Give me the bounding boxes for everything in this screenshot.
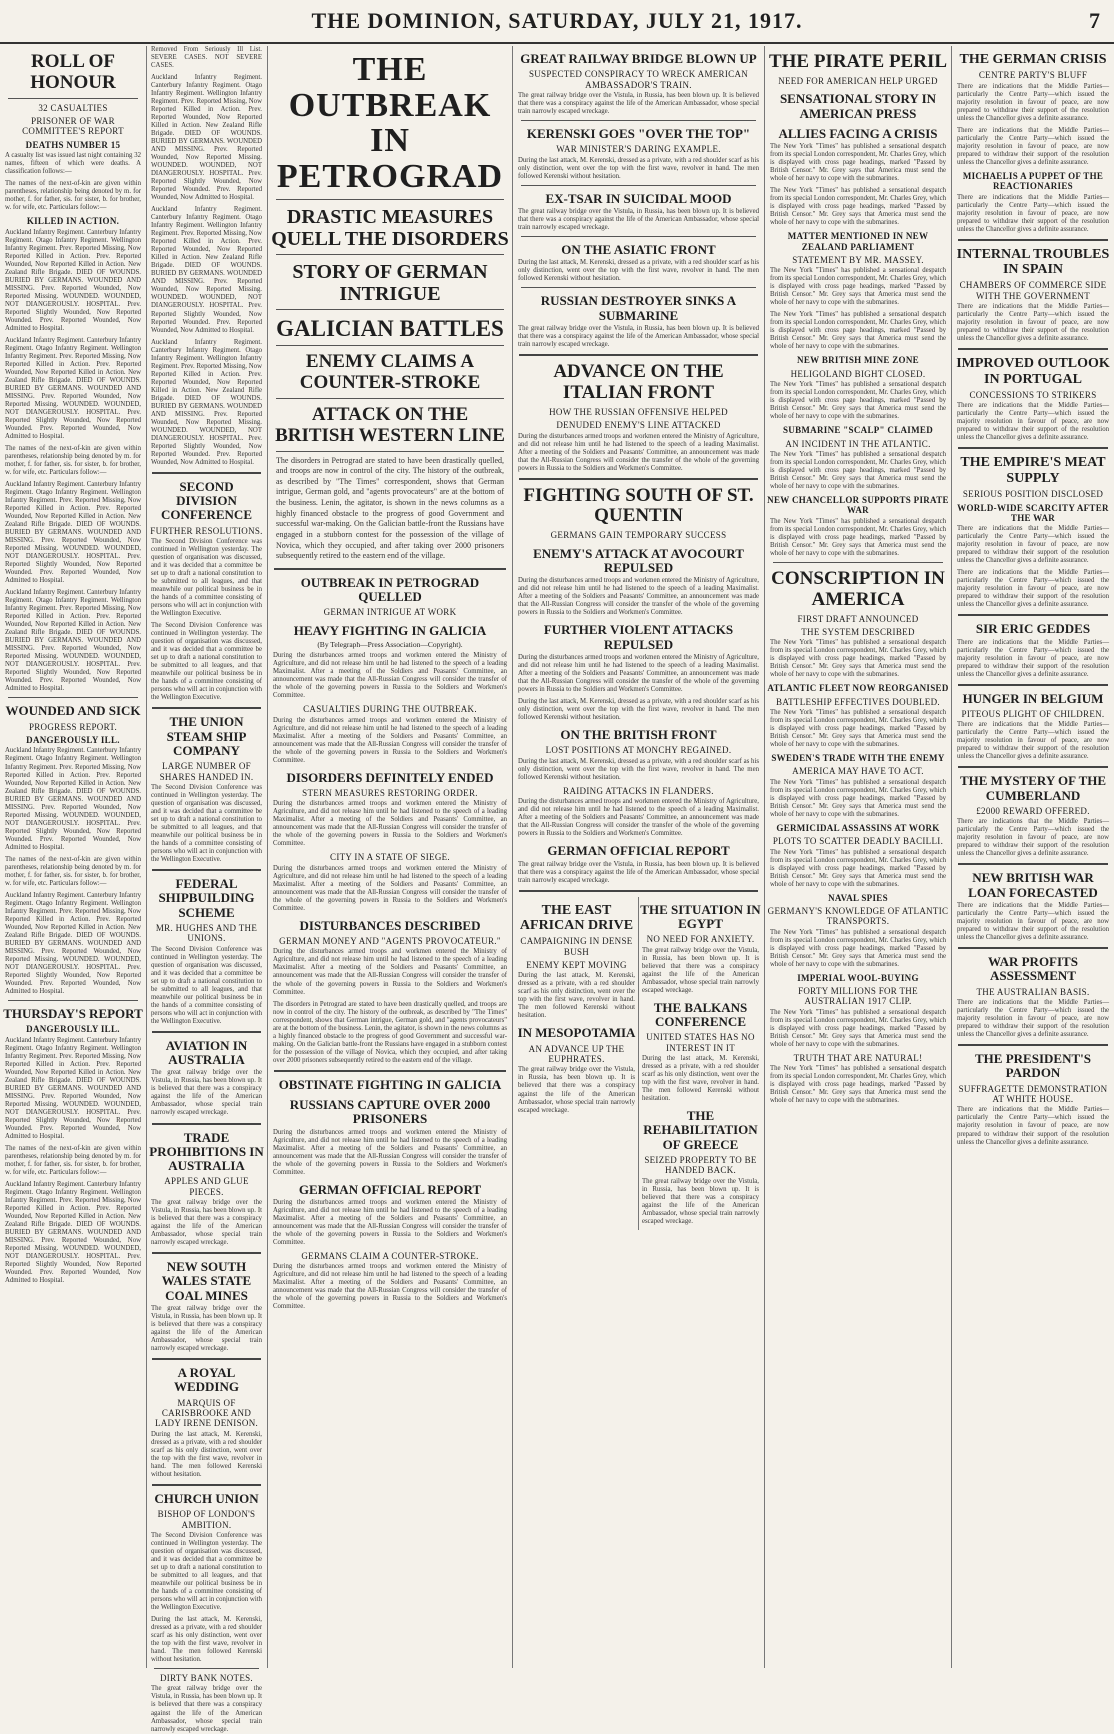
temporary-success-subheading: GERMANS GAIN TEMPORARY SUCCESS	[550, 530, 727, 541]
article-text: During the disturbances armed troops and workmen entered the Ministry of Agriculture, and did not release him until he had listened to the speech of a leading Maximalist. After a meeting of the Soldiers and Peasants' Committee, an announcement was made that the All-Russian Congress will consider the transfer of the whole of the governing powers in Russia to the Soldiers and Workmen's Committee.	[518, 577, 759, 617]
article-text: The great railway bridge over the Vistula, in Russia, has been blown up. It is believed that there was a conspiracy against the life of the American Ambassador, whose special train narrowly escaped wreckage.	[518, 91, 759, 116]
article-text: The New York "Times" has published a sensational despatch from its special London correspondent, Mr. Charles Grey, which is displayed with cross page headings, marked "Passed by British Censor." Mr. Grey says that America must send the whole of her navy to cope with the submarines.	[770, 517, 946, 557]
article-text: There are indications that the Middle Parties—particularly the Centre Party—which issued the majority resolution in favour of peace, are now prepared to withdraw their support of the resolution unless the Chancellor gives a definite assurance.	[957, 1106, 1109, 1146]
article-text: Auckland Infantry Regiment. Canterbury Infantry Regiment. Otago Infantry Regiment. Wellington Infantry Regiment. Prev. Reported Missing, Now Reported Killed in Action. Prev. Reported Wounded, Now Reported Killed in Action. New Zealand Rifle Brigade. DIED OF WOUNDS. BURIED BY GERMANS. WOUNDED AND MISSING. Prev. Reported Wounded, Now Reported Missing. WOUNDED. WOUNDED, NOT DIANGEROUSLY. HOSPITAL. Prev. Reported Slightly Wounded, Now Reported Wounded. Prev. Reported Wounded, Now Admitted to Hospital.	[151, 74, 262, 202]
article-text: There are indications that the Middle Parties—particularly the Centre Party—which issued the majority resolution in favour of peace, are now prepared to withdraw their support of the resolution unless the Chancellor gives a definite assurance.	[957, 902, 1109, 942]
article-text: During the last attack, M. Kerenski, dressed as a private, with a red shoulder scarf as his only distinction, went over the top with the first wave, revolver in hand. The men followed Kerenski without hesitation.	[151, 1430, 262, 1478]
us-interest-subheading: UNITED STATES HAS NO INTEREST IN IT	[646, 1032, 755, 1053]
nsw-coal-heading: NEW SOUTH WALES STATE COAL MINES	[161, 1259, 252, 1303]
mesopotamia-heading: IN MESOPOTAMIA	[517, 1025, 636, 1041]
column-4	[515, 46, 762, 1668]
article-text: During the last attack, M. Kerenski, dressed as a private, with a red shoulder scarf as his only distinction, went over the top with the first wave, revolver in hand. The men followed Kerenski without hesitation.	[518, 757, 759, 781]
article-text: The New York "Times" has published a sensational despatch from its special London correspondent, Mr. Charles Grey, which is displayed with cross page headings, marked "Passed by British Censor." Mr. Grey says that America must send the whole of her navy to cope with the submarines.	[770, 709, 946, 749]
article-text: During the disturbances armed troops and workmen entered the Ministry of Agriculture, and did not release him until he had listened to the speech of a leading Maximalist. After a meeting of the Soldiers and Peasants' Committee, an announcement was made that the All-Russian Congress will consider the transfer of the whole of the governing powers in Russia to the Soldiers and Workmen's Committee.	[273, 864, 507, 912]
article-text: The Second Division Conference was continued in Wellington yesterday. The question of organisation was discussed, and it was decided that a committee be set up to draft a national constitution to be submitted to all leagues, and that meanwhile our political business be in the hands of a committee consisting of persons who will act in conjunction with the Wellington Executive.	[151, 622, 262, 702]
article-text: The Second Division Conference was continued in Wellington yesterday. The question of organisation was discussed, and it was decided that a committee be set up to draft a national constitution to be submitted to all leagues, and that meanwhile our political business be in the hands of a committee consisting of persons who will act in conjunction with the Wellington Executive.	[151, 538, 262, 618]
dirty-notes-subheading: DIRTY BANK NOTES.	[160, 1673, 253, 1684]
america-may-subheading: AMERICA MAY HAVE TO ACT.	[792, 766, 924, 777]
suffragette-subheading: SUFFRAGETTE DEMONSTRATION AT WHITE HOUSE.	[958, 1083, 1108, 1105]
drastic-headline: DRASTIC MEASURES QUELL THE DISORDERS	[271, 205, 509, 250]
cumberland-heading: THE MYSTERY OF THE CUMBERLAND	[959, 773, 1107, 803]
article-text: The great railway bridge over the Vistula, in Russia, has been blown up. It is believed that there was a conspiracy against the life of the American Ambassador, whose special train narrowly escaped wreckage.	[151, 1199, 262, 1247]
article-text: Auckland Infantry Regiment. Canterbury Infantry Regiment. Otago Infantry Regiment. Wellington Infantry Regiment. Prev. Reported Missing, Now Reported Killed in Action. Prev. Reported Wounded, Now Reported Killed in Action. New Zealand Rifle Brigade. DIED OF WOUNDS. BURIED BY GERMANS. WOUNDED AND MISSING. Prev. Reported Wounded, Now Reported Missing. WOUNDED. WOUNDED, NOT DIANGEROUSLY. HOSPITAL. Prev. Reported Slightly Wounded, Now Reported Wounded. Prev. Reported Wounded, Now Admitted to Hospital.	[5, 1180, 141, 1285]
further-violent-heading: FURTHER VIOLENT ATTACKS REPULSED	[543, 622, 734, 652]
fleet-subheading: ATLANTIC FLEET NOW REORGANISED	[767, 683, 949, 694]
federal-shipbuilding-heading: FEDERAL SHIPBUILDING SCHEME	[158, 876, 255, 920]
marquis-subheading: MARQUIS OF CARISBROOKE AND LADY IRENE DENISON.	[154, 1397, 259, 1429]
column-1	[2, 46, 144, 1668]
forty-millions-subheading: FORTY MILLIONS FOR THE AUSTRALIAN 1917 CLIP.	[798, 986, 918, 1007]
apples-subheading: APPLES AND GLUE PIECES.	[164, 1176, 249, 1197]
serious-position-subheading: SERIOUS POSITION DISCLOSED	[962, 489, 1104, 500]
article-text: During the disturbances armed troops and workmen entered the Ministry of Agriculture, and did not release him until he had listened to the speech of a leading Maximalist. After a meeting of the Soldiers and Peasants' Committee, an announcement was made that the All-Russian Congress will consider the transfer of the whole of the governing powers in Russia to the Soldiers and Workmen's Committee.	[273, 652, 507, 700]
deaths-subheading: DEATHS NUMBER 15	[25, 139, 121, 150]
article-text: There are indications that the Middle Parties—particularly the Centre Party—which issued the majority resolution in favour of peace, are now prepared to withdraw their support of the resolution unless the Chancellor gives a definite assurance.	[957, 303, 1109, 343]
article-text: During the last attack, M. Kerenski, dressed as a private, with a red shoulder scarf as his only distinction, went over the top with the first wave, revolver in hand. The men followed Kerenski without hesitation.	[518, 156, 759, 180]
incident-subheading: AN INCIDENT IN THE ATLANTIC.	[785, 438, 931, 449]
trade-prohibitions-heading: TRADE PROHIBITIONS IN AUSTRALIA	[149, 1129, 264, 1174]
article-text: During the disturbances armed troops and workmen entered the Ministry of Agriculture, and did not release him until he had listened to the speech of a leading Maximalist. After a meeting of the Soldiers and Peasants' Committee, an announcement was made that the All-Russian Congress will consider the transfer of the whole of the governing powers in Russia to the Soldiers and Workmen's Committee.	[273, 1128, 507, 1176]
article-text: Auckland Infantry Regiment. Canterbury Infantry Regiment. Otago Infantry Regiment. Wellington Infantry Regiment. Prev. Reported Missing, Now Reported Killed in Action. Prev. Reported Wounded, Now Reported Killed in Action. New Zealand Rifle Brigade. DIED OF WOUNDS. BURIED BY GERMANS. WOUNDED AND MISSING. Prev. Reported Wounded, Now Reported Missing. WOUNDED. WOUNDED, NOT DIANGEROUSLY. HOSPITAL. Prev. Reported Slightly Wounded, Now Reported Wounded. Prev. Reported Wounded, Now Admitted to Hospital.	[5, 747, 141, 851]
article-text: The disorders in Petrograd are stated to have been drastically quelled, and troops are now in control of the city. The history of the outbreak, as described by "The Times" correspondent, shows that German intrigue, German gold, and "agents provocateurs" are at the bottom of the business. Lenin, the agitator, is shown in the news columns as a highly financed obstacle to the progress of good Government and successful war-making. On the Galician battle-front the Russians have engaged in a stubborn contest for the possession of the village of Novica, which they occupied, and after taking over 2000 prisoners subsequently retired to the eastern end of the village.	[273, 1000, 507, 1064]
article-text: The names of the next-of-kin are given within parentheses, relationship being denoted by m. for mother, f. for father, sis. for sister, b. for brother, w. for wife, etc. Particulars follow:—	[5, 855, 141, 887]
german-official-heading: GERMAN OFFICIAL REPORT	[547, 843, 730, 859]
intrigue-work-subheading: GERMAN INTRIGUE AT WORK	[323, 607, 457, 618]
article-text: During the disturbances armed troops and workmen entered the Ministry of Agriculture, and did not release him until he had listened to the speech of a leading Maximalist. After a meeting of the Soldiers and Peasants' Committee, an announcement was made that the All-Russian Congress will consider the transfer of the whole of the governing powers in Russia to the Soldiers and Workmen's Committee.	[518, 432, 759, 472]
pirate-peril-heading: THE PIRATE PERIL	[768, 51, 948, 72]
column-rule	[512, 46, 513, 1668]
british-front-heading: ON THE BRITISH FRONT	[560, 727, 717, 743]
centre-bluff-subheading: CENTRE PARTY'S BLUFF	[978, 70, 1088, 81]
casualties-subheading: 32 CASUALTIES	[38, 102, 108, 113]
italian-front-heading: ADVANCE ON THE ITALIAN FRONT	[553, 361, 724, 403]
page-number: 7	[1089, 8, 1100, 33]
article-text: The New York "Times" has published a sensational despatch from its special London correspondent, Mr. Charles Grey, which is displayed with cross page headings, marked "Passed by British Censor." Mr. Grey says that America must send the whole of her navy to cope with the submarines.	[770, 848, 946, 888]
article-text: There are indications that the Middle Parties—particularly the Centre Party—which issued the majority resolution in favour of peace, are now prepared to withdraw their support of the resolution unless the Chancellor gives a definite assurance.	[957, 193, 1109, 233]
disorders-ended-heading: DISORDERS DEFINITELY ENDED	[286, 769, 494, 785]
scalp-subheading: SUBMARINE "SCALP" CLAIMED	[782, 425, 933, 436]
germicidal-subheading: GERMICIDAL ASSASSINS AT WORK	[776, 822, 940, 833]
article-text: During the last attack, M. Kerenski, dressed as a private, with a red shoulder scarf as his only distinction, went over the top with the first wave, revolver in hand. The men followed Kerenski without hesitation.	[518, 698, 759, 722]
war-minister-subheading: WAR MINISTER'S DARING EXAMPLE.	[556, 144, 721, 155]
column-3	[270, 46, 510, 1668]
article-text: The great railway bridge over the Vistula, in Russia, has been blown up. It is believed that there was a conspiracy against the life of the American Ambassador, whose special train narrowly escaped wreckage.	[151, 1305, 262, 1353]
article-text: The names of the next-of-kin are given within parentheses, relationship being denoted by m. for mother, f. for father, sis. for sister, b. for brother, w. for wife, etc. Particulars follow:—	[5, 445, 141, 477]
avocourt-heading: ENEMY'S ATTACK AT AVOCOURT REPULSED	[533, 545, 744, 576]
article-text: Auckland Infantry Regiment. Canterbury Infantry Regiment. Otago Infantry Regiment. Wellington Infantry Regiment. Prev. Reported Missing, Now Reported Killed in Action. Prev. Reported Wounded, Now Reported Killed in Action. New Zealand Rifle Brigade. DIED OF WOUNDS. BURIED BY GERMANS. WOUNDED AND MISSING. Prev. Reported Wounded, Now Reported Missing. WOUNDED. WOUNDED, NOT DIANGEROUSLY. HOSPITAL. Prev. Reported Slightly Wounded, Now Reported Wounded. Prev. Reported Wounded, Now Admitted to Hospital.	[151, 338, 262, 466]
flanders-subheading: RAIDING ATTACKS IN FLANDERS.	[563, 785, 714, 796]
royal-wedding-heading: A ROYAL WEDDING	[173, 1365, 239, 1395]
article-text: The great railway bridge over the Vistula, in Russia, has been blown up. It is believed that there was a conspiracy against the life of the American Ambassador, whose special train narrowly escaped wreckage.	[151, 1685, 262, 1733]
concessions-subheading: CONCESSIONS TO STRIKERS	[969, 389, 1097, 400]
monchy-subheading: LOST POSITIONS AT MONCHY REGAINED.	[545, 745, 732, 756]
article-text: The Second Division Conference was continued in Wellington yesterday. The question of organisation was discussed, and it was decided that a committee be set up to draft a national constitution to be submitted to all leagues, and that meanwhile our political business be in the hands of a committee consisting of persons who will act in conjunction with the Wellington Executive.	[151, 1531, 262, 1611]
article-text: The New York "Times" has published a sensational despatch from its special London correspondent, Mr. Charles Grey, which is displayed with cross page headings, marked "Passed by British Censor." Mr. Grey says that America must send the whole of her navy to cope with the submarines.	[770, 311, 946, 351]
geddes-heading: SIR ERIC GEDDES	[975, 621, 1091, 637]
article-text: There are indications that the Middle Parties—particularly the Centre Party—which issued the majority resolution in favour of peace, are now prepared to withdraw their support of the resolution unless the Chancellor gives a definite assurance.	[957, 525, 1109, 565]
aviation-heading: AVIATION IN AUSTRALIA	[165, 1037, 248, 1068]
quelled-heading: OUTBREAK IN PETROGRAD QUELLED	[300, 574, 480, 605]
need-help-subheading: NEED FOR AMERICAN HELP URGED	[778, 75, 938, 86]
naval-spies-subheading: NAVAL SPIES	[828, 892, 888, 903]
article-text: The names of the next-of-kin are given within parentheses, relationship being denoted by m. for mother, f. for father, sis. for sister, b. for brother, w. for wife, etc. Particulars follow:—	[5, 180, 141, 212]
galician-headline: GALICIAN BATTLES	[276, 315, 504, 341]
lead-article-text: The disorders in Petrograd are stated to have been drastically quelled, and troops are now in control of the city. The history of the outbreak, as described by "The Times" correspondent, shows that German intrigue, German gold, and "agents provocateurs" are at the bottom of the business. Lenin, the agitator, is shown in the news columns as a highly financed obstacle to the progress of good Government and successful war-making. On the Galician battle-front the Russians have engaged in a stubborn contest for the possession of the village of Novica, which they occupied, and after taking over 2000 prisoners subsequently retired to the eastern end of the village.	[276, 455, 504, 561]
second-division-heading: SECOND DIVISION CONFERENCE	[160, 478, 252, 523]
east-african-heading: THE EAST AFRICAN DRIVE	[519, 902, 634, 933]
heavy-fighting-heading: HEAVY FIGHTING IN GALICIA	[293, 622, 487, 638]
article-text: The New York "Times" has published a sensational despatch from its special London correspondent, Mr. Charles Grey, which is displayed with cross page headings, marked "Passed by British Censor." Mr. Grey says that America must send the whole of her navy to cope with the submarines.	[770, 267, 946, 307]
column-rule	[267, 46, 268, 1668]
scarcity-subheading: WORLD-WIDE SCARCITY AFTER THE WAR	[957, 502, 1109, 523]
asiatic-front-heading: ON THE ASIATIC FRONT	[561, 242, 716, 258]
intrigue-headline: STORY OF GERMAN INTRIGUE	[292, 260, 488, 305]
union-steam-heading: THE UNION STEAM SHIP COMPANY	[166, 714, 247, 758]
section-heading: DANGEROUSLY ILL.	[26, 1024, 120, 1035]
seized-subheading: SEIZED PROPERTY TO BE HANDED BACK.	[644, 1154, 757, 1176]
german-crisis-heading: THE GERMAN CRISIS	[959, 52, 1107, 67]
enemy-kept-subheading: ENEMY KEPT MOVING	[526, 960, 627, 971]
australian-basis-subheading: THE AUSTRALIAN BASIS.	[976, 986, 1090, 997]
pardon-heading: THE PRESIDENT'S PARDON	[975, 1051, 1091, 1081]
siege-subheading: CITY IN A STATE OF SIEGE.	[330, 852, 450, 863]
masthead	[0, 0, 1114, 44]
article-text: Removed From Seriously Ill List. SEVERE CASES. NOT SEVERE CASES.	[151, 46, 262, 70]
column-rule	[764, 46, 765, 1668]
wool-subheading: IMPERIAL WOOL-BUYING	[797, 972, 919, 983]
masthead-title: THE DOMINION, SATURDAY, JULY 21, 1917.	[311, 8, 803, 33]
campaigning-subheading: CAMPAIGNING IN DENSE BUSH	[520, 936, 633, 957]
heligoland-subheading: HELIGOLAND BIGHT CLOSED.	[790, 368, 926, 379]
column-6	[954, 46, 1112, 1668]
article-text: The great railway bridge over the Vistula, in Russia, has been blown up. It is believed that there was a conspiracy against the life of the American Ambassador, whose special train narrowly escaped wreckage.	[518, 860, 759, 884]
destroyer-heading: RUSSIAN DESTROYER SINKS A SUBMARINE	[540, 293, 737, 323]
war-profits-heading: WAR PROFITS ASSESSMENT	[988, 954, 1078, 984]
stern-subheading: STERN MEASURES RESTORING ORDER.	[302, 787, 478, 798]
article-text: There are indications that the Middle Parties—particularly the Centre Party—which issued the majority resolution in favour of peace, are now prepared to withdraw their support of the resolution unless the Chancellor gives a definite assurance.	[957, 402, 1109, 442]
sweden-subheading: SWEDEN'S TRADE WITH THE ENEMY	[771, 753, 945, 764]
article-text: During the last attack, M. Kerenski, dressed as a private, with a red shoulder scarf as his only distinction, went over the top with the first wave, revolver in hand. The men followed Kerenski without hesitation.	[518, 259, 759, 283]
article-text: During the last attack, M. Kerenski, dressed as a private, with a red shoulder scarf as his only distinction, went over the top with the first wave, revolver in hand. The men followed Kerenski without hesitation.	[518, 972, 635, 1020]
article-text: The New York "Times" has published a sensational despatch from its special London correspondent, Mr. Charles Grey, which is displayed with cross page headings, marked "Passed by British Censor." Mr. Grey says that America must send the whole of her navy to cope with the submarines.	[770, 187, 946, 227]
further-resolutions-subheading: FURTHER RESOLUTIONS.	[150, 525, 263, 536]
article-text: The New York "Times" has published a sensational despatch from its special London correspondent, Mr. Charles Grey, which is displayed with cross page headings, marked "Passed by British Censor." Mr. Grey says that America must send the whole of her navy to cope with the submarines.	[770, 778, 946, 818]
article-text: Auckland Infantry Regiment. Canterbury Infantry Regiment. Otago Infantry Regiment. Wellington Infantry Regiment. Prev. Reported Missing, Now Reported Killed in Action. Prev. Reported Wounded, Now Reported Killed in Action. New Zealand Rifle Brigade. DIED OF WOUNDS. BURIED BY GERMANS. WOUNDED AND MISSING. Prev. Reported Wounded, Now Reported Missing. WOUNDED. WOUNDED, NOT DIANGEROUSLY. HOSPITAL. Prev. Reported Slightly Wounded, Now Reported Wounded. Prev. Reported Wounded, Now Admitted to Hospital.	[5, 1036, 141, 1140]
mine-zone-subheading: NEW BRITISH MINE ZONE	[797, 355, 919, 366]
article-text: Auckland Infantry Regiment. Canterbury Infantry Regiment. Otago Infantry Regiment. Wellington Infantry Regiment. Prev. Reported Missing, Now Reported Killed in Action. Prev. Reported Wounded, Now Reported Killed in Action. New Zealand Rifle Brigade. DIED OF WOUNDS. BURIED BY GERMANS. WOUNDED AND MISSING. Prev. Reported Wounded, Now Reported Missing. WOUNDED. WOUNDED, NOT DIANGEROUSLY. HOSPITAL. Prev. Reported Slightly Wounded, Now Reported Wounded. Prev. Reported Wounded, Now Admitted to Hospital.	[5, 891, 141, 995]
bridge-heading: GREAT RAILWAY BRIDGE BLOWN UP	[520, 51, 757, 66]
ex-tsar-heading: EX-TSAR IN SUICIDAL MOOD	[545, 190, 732, 206]
money-subheading: GERMAN MONEY AND "AGENTS PROVOCATEUR."	[279, 936, 501, 947]
article-text: Auckland Infantry Regiment. Canterbury Infantry Regiment. Otago Infantry Regiment. Wellington Infantry Regiment. Prev. Reported Missing, Now Reported Killed in Action. Prev. Reported Wounded, Now Reported Killed in Action. New Zealand Rifle Brigade. DIED OF WOUNDS. BURIED BY GERMANS. WOUNDED AND MISSING. Prev. Reported Wounded, Now Reported Missing. WOUNDED. WOUNDED, NOT DIANGEROUSLY. HOSPITAL. Prev. Reported Slightly Wounded, Now Reported Wounded. Prev. Reported Wounded, Now Admitted to Hospital.	[5, 481, 141, 585]
column-rule	[951, 46, 952, 1668]
belgium-heading: HUNGER IN BELGIUM	[962, 690, 1104, 706]
church-union-heading: CHURCH UNION	[154, 1490, 259, 1506]
article-text: The New York "Times" has published a sensational despatch from its special London correspondent, Mr. Charles Grey, which is displayed with cross page headings, marked "Passed by British Censor." Mr. Grey says that America must send the whole of her navy to cope with the submarines.	[770, 928, 946, 968]
article-text: Auckland Infantry Regiment. Canterbury Infantry Regiment. Otago Infantry Regiment. Wellington Infantry Regiment. Prev. Reported Missing, Now Reported Killed in Action. Prev. Reported Wounded, Now Reported Killed in Action. New Zealand Rifle Brigade. DIED OF WOUNDS. BURIED BY GERMANS. WOUNDED AND MISSING. Prev. Reported Wounded, Now Reported Missing. WOUNDED. WOUNDED, NOT DIANGEROUSLY. HOSPITAL. Prev. Reported Slightly Wounded, Now Reported Wounded. Prev. Reported Wounded, Now Admitted to Hospital.	[5, 336, 141, 440]
article-text: During the last attack, M. Kerenski, dressed as a private, with a red shoulder scarf as his only distinction, went over the top with the first wave, revolver in hand. The men followed Kerenski without hesitation.	[642, 1054, 759, 1102]
denuded-subheading: DENUDED ENEMY'S LINE ATTACKED	[556, 420, 721, 431]
article-text: During the disturbances armed troops and workmen entered the Ministry of Agriculture, and did not release him until he had listened to the speech of a leading Maximalist. After a meeting of the Soldiers and Peasants' Committee, an announcement was made that the All-Russian Congress will consider the transfer of the whole of the governing powers in Russia to the Soldiers and Workmen's Committee.	[273, 716, 507, 764]
balkans-heading: THE BALKANS CONFERENCE	[653, 999, 748, 1029]
article-text: Auckland Infantry Regiment. Canterbury Infantry Regiment. Otago Infantry Regiment. Wellington Infantry Regiment. Prev. Reported Missing, Now Reported Killed in Action. Prev. Reported Wounded, Now Reported Killed in Action. New Zealand Rifle Brigade. DIED OF WOUNDS. BURIED BY GERMANS. WOUNDED AND MISSING. Prev. Reported Wounded, Now Reported Missing. WOUNDED. WOUNDED, NOT DIANGEROUSLY. HOSPITAL. Prev. Reported Slightly Wounded, Now Reported Wounded. Prev. Reported Wounded, Now Admitted to Hospital.	[151, 206, 262, 334]
article-text: The great railway bridge over the Vistula, in Russia, has been blown up. It is believed that there was a conspiracy against the life of the American Ambassador, whose special train narrowly escaped wreckage.	[518, 1066, 635, 1114]
article-text: There are indications that the Middle Parties—particularly the Centre Party—which issued the majority resolution in favour of peace, are now prepared to withdraw their support of the resolution unless the Chancellor gives a definite assurance.	[957, 638, 1109, 678]
chambers-subheading: CHAMBERS OF COMMERCE SIDE WITH THE GOVERNMENT	[959, 280, 1107, 301]
disturbances-heading: DISTURBANCES DESCRIBED	[299, 917, 481, 933]
roll-of-honour-heading: ROLL OF HONOUR	[30, 51, 116, 93]
war-loan-heading: NEW BRITISH WAR LOAN FORECASTED	[968, 870, 1098, 900]
article-text: Auckland Infantry Regiment. Canterbury Infantry Regiment. Otago Infantry Regiment. Wellington Infantry Regiment. Prev. Reported Missing, Now Reported Killed in Action. Prev. Reported Wounded, Now Reported Killed in Action. New Zealand Rifle Brigade. DIED OF WOUNDS. BURIED BY GERMANS. WOUNDED AND MISSING. Prev. Reported Wounded, Now Reported Missing. WOUNDED. WOUNDED, NOT DIANGEROUSLY. HOSPITAL. Prev. Reported Slightly Wounded, Now Reported Wounded. Prev. Reported Wounded, Now Admitted to Hospital.	[5, 228, 141, 332]
sensational-heading: SENSATIONAL STORY IN AMERICAN PRESS	[779, 91, 937, 121]
first-draft-subheading: FIRST DRAFT ANNOUNCED	[797, 613, 919, 624]
outbreak-headline: THE OUTBREAK IN PETROGRAD	[276, 51, 504, 196]
article-text: The New York "Times" has published a sensational despatch from its special London correspondent, Mr. Charles Grey, which is displayed with cross page headings, marked "Passed by British Censor." Mr. Grey says that America must send the whole of her navy to cope with the submarines.	[770, 639, 946, 679]
article-text: There are indications that the Middle Parties—particularly the Centre Party—which issued the majority resolution in favour of peace, are now prepared to withdraw their support of the resolution unless the Chancellor gives a definite assurance.	[957, 818, 1109, 858]
column-rule	[146, 46, 147, 1668]
shares-subheading: LARGE NUMBER OF SHARES HANDED IN.	[159, 761, 254, 782]
section-heading: KILLED IN ACTION.	[26, 216, 120, 227]
article-text: The New York "Times" has published a sensational despatch from its special London correspondent, Mr. Charles Grey, which is displayed with cross page headings, marked "Passed by British Censor." Mr. Grey says that America must send the whole of her navy to cope with the submarines.	[770, 381, 946, 421]
greece-heading: THE REHABILITATION OF GREECE	[643, 1107, 758, 1152]
article-text: The New York "Times" has published a sensational despatch from its special London correspondent, Mr. Charles Grey, which is displayed with cross page headings, marked "Passed by British Censor." Mr. Grey says that America must send the whole of her navy to cope with the submarines.	[770, 143, 946, 183]
progress-subheading: PROGRESS REPORT.	[28, 721, 118, 732]
egypt-heading: THE SITUATION IN EGYPT	[640, 901, 761, 931]
article-text: There are indications that the Middle Parties—particularly the Centre Party—which issued the majority resolution in favour of peace, are now prepared to withdraw their support of the resolution unless the Chancellor gives a definite assurance.	[957, 721, 1109, 761]
counter-stroke-headline: ENEMY CLAIMS A COUNTER-STROKE	[299, 351, 481, 393]
reward-subheading: £2000 REWARD OFFERED.	[976, 806, 1090, 817]
kerenski-heading: KERENSKI GOES "OVER THE TOP"	[526, 126, 751, 142]
column-5	[767, 46, 949, 1668]
article-text: During the last attack, M. Kerenski, dressed as a private, with a red shoulder scarf as his only distinction, went over the top with the first wave, revolver in hand. The men followed Kerenski without hesitation.	[151, 1616, 262, 1664]
thursday-report-heading: THURSDAY'S REPORT	[3, 1005, 143, 1021]
article-text: There are indications that the Middle Parties—particularly the Centre Party—which issued the majority resolution in favour of peace, are now prepared to withdraw their support of the resolution unless the Chancellor gives a definite assurance.	[957, 82, 1109, 122]
st-quentin-heading: FIGHTING SOUTH OF ST. QUENTIN	[523, 484, 754, 527]
hughes-subheading: MR. HUGHES AND THE UNIONS.	[155, 922, 258, 944]
counter-claim-subheading: GERMANS CLAIM A COUNTER-STROKE.	[301, 1251, 479, 1262]
article-text: A casualty list was issued last night containing 32 names, fifteen of which were deaths. A classification follows:—	[5, 152, 141, 176]
system-subheading: THE SYSTEM DESCRIBED	[801, 626, 915, 637]
article-text: The names of the next-of-kin are given within parentheses, relationship being denoted by m. for mother, f. for father, sis. for sister, b. for brother, w. for wife, etc. Particulars follow:—	[5, 1144, 141, 1176]
article-text: During the disturbances armed troops and workmen entered the Ministry of Agriculture, and did not release him until he had listened to the speech of a leading Maximalist. After a meeting of the Soldiers and Peasants' Committee, an announcement was made that the All-Russian Congress will consider the transfer of the whole of the governing powers in Russia to the Soldiers and Workmen's Committee.	[273, 948, 507, 996]
wounded-sick-heading: WOUNDED AND SICK	[5, 703, 141, 719]
article-text: The great railway bridge over the Vistula, in Russia, has been blown up. It is believed that there was a conspiracy against the life of the American Ambassador, whose special train narrowly escaped wreckage.	[151, 1069, 262, 1117]
article-text: During the disturbances armed troops and workmen entered the Ministry of Agriculture, and did not release him until he had listened to the speech of a leading Maximalist. After a meeting of the Soldiers and Peasants' Committee, an announcement was made that the All-Russian Congress will consider the transfer of the whole of the governing powers in Russia to the Soldiers and Workmen's Committee.	[518, 798, 759, 838]
allies-crisis-heading: ALLIES FACING A CRISIS	[778, 125, 938, 141]
left-subcolumn	[515, 897, 639, 1230]
russians-capture-heading: RUSSIANS CAPTURE OVER 2000 PRISONERS	[289, 1096, 491, 1127]
article-text: The great railway bridge over the Vistula, in Russia, has been blown up. It is believed that there was a conspiracy against the life of the American Ambassador, whose special train narrowly escaped wreckage.	[642, 1177, 759, 1225]
article-text: The Second Division Conference was continued in Wellington yesterday. The question of organisation was discussed, and it was decided that a committee be set up to draft a national constitution to be submitted to all leagues, and that meanwhile our political business be in the hands of a committee consisting of persons who will act in conjunction with the Wellington Executive.	[151, 783, 262, 864]
article-text: During the disturbances armed troops and workmen entered the Ministry of Agriculture, and did not release him until he had listened to the speech of a leading Maximalist. After a meeting of the Soldiers and Peasants' Committee, an announcement was made that the All-Russian Congress will consider the transfer of the whole of the governing powers in Russia to the Soldiers and Workmen's Committee.	[273, 1263, 507, 1311]
michaelis-subheading: MICHAELIS A PUPPET OF THE REACTIONARIES	[962, 170, 1104, 192]
conscription-heading: CONSCRIPTION IN AMERICA	[771, 567, 945, 610]
article-text: There are indications that the Middle Parties—particularly the Centre Party—which issued the majority resolution in favour of peace, are now prepared to withdraw their support of the resolution unless the Chancellor gives a definite assurance.	[957, 126, 1109, 166]
spain-heading: INTERNAL TROUBLES IN SPAIN	[956, 246, 1110, 278]
article-text: The Second Division Conference was continued in Wellington yesterday. The question of organisation was discussed, and it was decided that a committee be set up to draft a national constitution to be submitted to all leagues, and that meanwhile our political business be in the hands of a committee consisting of persons who will act in conjunction with the Wellington Executive.	[151, 945, 262, 1025]
plight-subheading: PITEOUS PLIGHT OF CHILDREN.	[961, 709, 1105, 720]
section-heading: DANGEROUSLY ILL.	[26, 735, 120, 746]
battleship-subheading: BATTLESHIP EFFECTIVES DOUBLED.	[776, 696, 940, 707]
article-text: Auckland Infantry Regiment. Canterbury Infantry Regiment. Otago Infantry Regiment. Wellington Infantry Regiment. Prev. Reported Missing, Now Reported Killed in Action. Prev. Reported Wounded, Now Reported Killed in Action. New Zealand Rifle Brigade. DIED OF WOUNDS. BURIED BY GERMANS. WOUNDED AND MISSING. Prev. Reported Wounded, Now Reported Missing. WOUNDED. WOUNDED, NOT DIANGEROUSLY. HOSPITAL. Prev. Reported Slightly Wounded, Now Reported Wounded. Prev. Reported Wounded, Now Admitted to Hospital.	[5, 589, 141, 693]
truth-subheading: TRUTH THAT ARE NATURAL!	[793, 1052, 923, 1063]
offensive-helped-subheading: HOW THE RUSSIAN OFFENSIVE HELPED	[549, 406, 728, 417]
massey-subheading: STATEMENT BY MR. MASSEY.	[792, 254, 924, 265]
copyright-line: (By Telegraph—Press Association—Copyright).	[317, 640, 463, 650]
article-text: During the disturbances armed troops and workmen entered the Ministry of Agriculture, and did not release him until he had listened to the speech of a leading Maximalist. After a meeting of the Soldiers and Peasants' Committee, an announcement was made that the All-Russian Congress will consider the transfer of the whole of the governing powers in Russia to the Soldiers and Workmen's Committee.	[273, 800, 507, 848]
obstinate-heading: OBSTINATE FIGHTING IN GALICIA	[278, 1076, 502, 1092]
article-text: The New York "Times" has published a sensational despatch from its special London correspondent, Mr. Charles Grey, which is displayed with cross page headings, marked "Passed by British Censor." Mr. Grey says that America must send the whole of her navy to cope with the submarines.	[770, 1008, 946, 1048]
pow-subheading: PRISONER OF WAR COMMITTEE'S REPORT	[22, 116, 124, 137]
article-text: The great railway bridge over the Vistula, in Russia, has been blown up. It is believed that there was a conspiracy against the life of the American Ambassador, whose special train narrowly escaped wreckage.	[518, 325, 759, 349]
right-subcolumn	[639, 897, 762, 1230]
meat-supply-heading: THE EMPIRE'S MEAT SUPPLY	[960, 455, 1106, 486]
knowledge-subheading: GERMANY'S KNOWLEDGE OF ATLANTIC TRANSPORTS.	[767, 905, 949, 927]
article-text: The great railway bridge over the Vistula, in Russia, has been blown up. It is believed that there was a conspiracy against the life of the American Ambassador, whose special train narrowly escaped wreckage.	[518, 208, 759, 232]
bishop-subheading: BISHOP OF LONDON'S AMBITION.	[157, 1509, 256, 1530]
attack-british-headline: ATTACK ON THE BRITISH WESTERN LINE	[275, 403, 505, 446]
german-official-heading: GERMAN OFFICIAL REPORT	[298, 1181, 482, 1197]
bottom-split	[515, 897, 762, 1230]
conspiracy-subheading: SUSPECTED CONSPIRACY TO WRECK AMERICAN AMBASSADOR'S TRAIN.	[528, 69, 749, 90]
casualties-outbreak-subheading: CASUALTIES DURING THE OUTBREAK.	[303, 704, 477, 715]
plots-subheading: PLOTS TO SCATTER DEADLY BACILLI.	[772, 836, 944, 847]
article-text: During the disturbances armed troops and workmen entered the Ministry of Agriculture, and did not release him until he had listened to the speech of a leading Maximalist. After a meeting of the Soldiers and Peasants' Committee, an announcement was made that the All-Russian Congress will consider the transfer of the whole of the governing powers in Russia to the Soldiers and Workmen's Committee.	[518, 653, 759, 694]
no-need-subheading: NO NEED FOR ANXIETY.	[646, 934, 755, 945]
chancellor-subheading: NEW CHANCELLOR SUPPORTS PIRATE WAR	[767, 495, 949, 516]
article-text: During the disturbances armed troops and workmen entered the Ministry of Agriculture, and did not release him until he had listened to the speech of a leading Maximalist. After a meeting of the Soldiers and Peasants' Committee, an announcement was made that the All-Russian Congress will consider the transfer of the whole of the governing powers in Russia to the Soldiers and Workmen's Committee.	[273, 1198, 507, 1247]
article-text: The great railway bridge over the Vistula, in Russia, has been blown up. It is believed that there was a conspiracy against the life of the American Ambassador, whose special train narrowly escaped wreckage.	[642, 946, 759, 994]
article-text: There are indications that the Middle Parties—particularly the Centre Party—which issued the majority resolution in favour of peace, are now prepared to withdraw their support of the resolution unless the Chancellor gives a definite assurance.	[957, 569, 1109, 609]
column-2	[148, 46, 265, 1733]
portugal-heading: IMPROVED OUTLOOK IN PORTUGAL	[956, 356, 1110, 387]
matter-nz-subheading: MATTER MENTIONED IN NEW ZEALAND PARLIAMENT	[787, 231, 929, 252]
article-text: There are indications that the Middle Parties—particularly the Centre Party—which issued the majority resolution in favour of peace, are now prepared to withdraw their support of the resolution unless the Chancellor gives a definite assurance.	[957, 999, 1109, 1039]
euphrates-subheading: AN ADVANCE UP THE EUPHRATES.	[528, 1043, 625, 1065]
article-text: The New York "Times" has published a sensational despatch from its special London correspondent, Mr. Charles Grey, which is displayed with cross page headings, marked "Passed by British Censor." Mr. Grey says that America must send the whole of her navy to cope with the submarines.	[770, 1065, 946, 1105]
article-text: The New York "Times" has published a sensational despatch from its special London correspondent, Mr. Charles Grey, which is displayed with cross page headings, marked "Passed by British Censor." Mr. Grey says that America must send the whole of her navy to cope with the submarines.	[770, 450, 946, 490]
